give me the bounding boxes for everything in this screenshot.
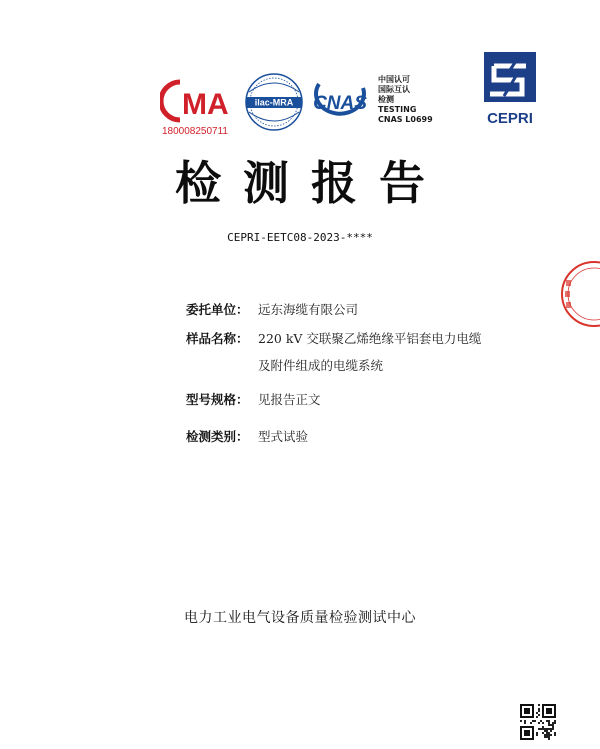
cnas-line: CNAS L0699	[378, 115, 433, 124]
cepri-logo	[478, 52, 542, 128]
ilac-mark: ilac-MRA	[254, 97, 294, 108]
test-type-label: 检测类别：	[186, 429, 249, 444]
page-title: 检测报告	[175, 156, 447, 210]
cnas-line: 检测	[378, 95, 394, 104]
cepri-mark: CEPRI	[487, 110, 533, 127]
sample-name-label: 样品名称：	[186, 331, 249, 346]
cnas-line: TESTING	[378, 105, 417, 114]
report-number: CEPRI-EETC08-2023-****	[227, 231, 373, 244]
ilac-mra-logo	[243, 70, 305, 134]
client-label: 委托单位：	[186, 302, 249, 317]
client-value: 远东海缆有限公司	[258, 302, 359, 317]
test-type-value: 型式试验	[258, 429, 309, 444]
cnas-mark: CNAS	[313, 93, 367, 114]
cma-logo	[160, 74, 244, 138]
cnas-line: 中国认可	[378, 75, 410, 84]
cnas-logo	[305, 78, 375, 126]
cma-number: 180008250711	[162, 126, 228, 137]
stamp-seal	[548, 258, 600, 330]
sample-name-value-line2: 及附件组成的电缆系统	[258, 358, 384, 373]
qr-code	[520, 704, 556, 740]
cnas-line: 国际互认	[378, 85, 410, 94]
cnas-accreditation-text	[378, 75, 448, 125]
model-spec-label: 型号规格：	[186, 392, 249, 407]
model-spec-value: 见报告正文	[258, 392, 321, 407]
cma-mark: MA	[182, 88, 229, 121]
sample-name-value: 220 kV 交联聚乙烯绝缘平铝套电力电缆	[258, 331, 482, 346]
issuer-name: 电力工业电气设备质量检验测试中心	[184, 610, 416, 626]
